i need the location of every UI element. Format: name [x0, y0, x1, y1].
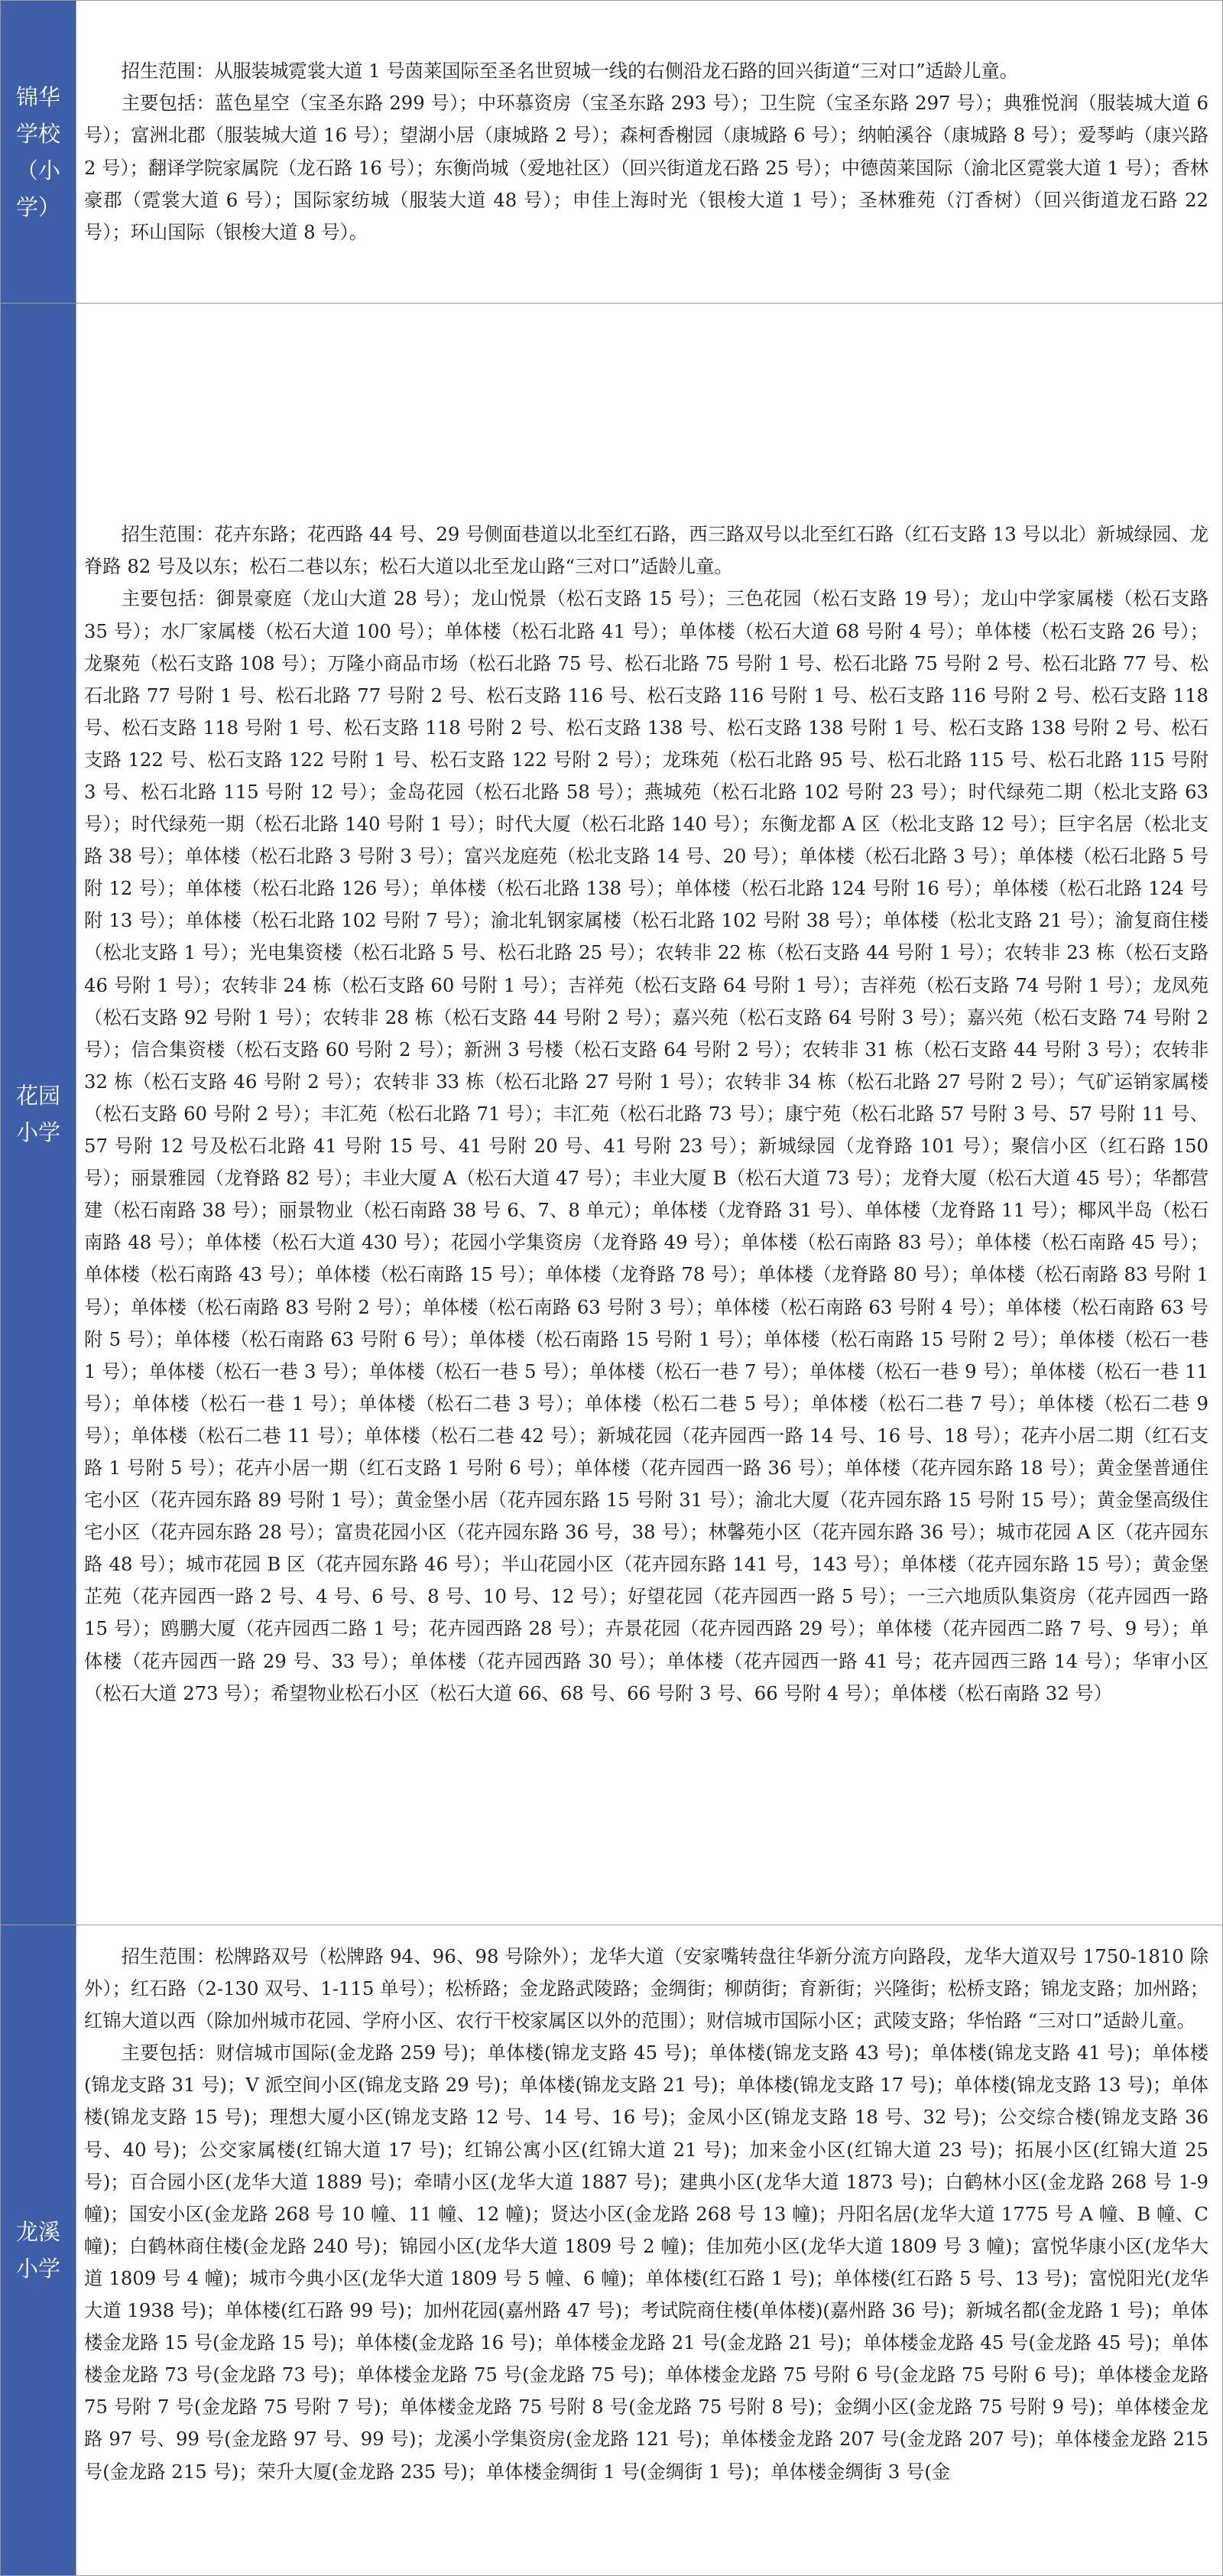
school-name-cell: 锦华学校（小学） — [1, 1, 76, 304]
table-row — [1, 1, 1223, 304]
enrollment-range: 招生范围：花卉东路；花西路 44 号、29 号侧面巷道以北至红石路，西三路双号以北至红石路（红石支路 13 号以北）新城绿园、龙脊路 82 号及以东；松石二巷以东；松石大道以北至龙山路“三对口”适龄儿童。 — [84, 523, 1208, 578]
included-communities: 主要包括：御景豪庭（龙山大道 28 号）；龙山悦景（松石支路 15 号）；三色花园（松石支路 19 号）；龙山中学家属楼（松石支路 35 号）；水厂家属楼（松石大道 100 号）；单体楼（松石北路 41 号）；单体楼（松石大道 68 号附 4 号）；单体楼（松石支路 26 号）；龙聚苑（松石支路 108 号）；万隆小商品市场（松石北路 75 号、松石北路 75 号附 1 号、松石北路 75 号附 2 号、松石北路 77 号、松石北路 77 号附 1 号、松石北路 77 号附 2 号、松石支路 116 号、松石支路 116 号附 1 号、松石支路 116 号附 2 号、松石支路 118 号、松石支路 118 号附 1 号、松石支路 118 号附 2 号、松石支路 138 号、松石支路 138 号附 1 号、松石支路 138 号附 2 号、松石支路 122 号、松石支路 122 号附 1 号、松石支路 122 号附 2 号）；龙珠苑（松石北路 95 号、松石北路 115 号、松石北路 115 号附 3 号、松石北路 115 号附 12 号）；金岛花园（松石北路 58 号）；燕城苑（松石北路 102 号附 23 号）；时代绿苑二期（松北支路 63 号）；时代绿苑一期（松石北路 140 号附 1 号）；时代大厦（松石北路 140 号）；东衡龙都 A 区（松北支路 12 号）；巨宇名居（松北支路 38 号）；单体楼（松石北路 3 号附 3 号）；富兴龙庭苑（松北支路 14 号、20 号）；单体楼（松石北路 3 号）；单体楼（松石北路 5 号附 12 号）；单体楼（松石北路 126 号）；单体楼（松石北路 138 号）；单体楼（松石北路 124 号附 16 号）；单体楼（松石北路 124 号附 13 号）；单体楼（松石北路 102 号附 7 号）；渝北轧钢家属楼（松石北路 102 号附 38 号）；单体楼（松北支路 21 号）；渝复商住楼（松北支路 1 号）；光电集资楼（松石北路 5 号、松石北路 25 号）；农转非 22 栋（松石支路 44 号附 1 号）；农转非 23 栋（松石支路 46 号附 1 号）；农转非 24 栋（松石支路 60 号附 1 号）；吉祥苑（松石支路 64 号附 1 号）；吉祥苑（松石支路 74 号附 1 号）；龙凤苑（松石支路 92 号附 1 号）；农转非 28 栋（松石支路 44 号附 2 号）；嘉兴苑（松石支路 64 号附 3 号）；嘉兴苑（松石支路 74 号附 2 号）；信合集资楼（松石支路 60 号附 2 号）；新洲 3 号楼（松石支路 64 号附 2 号）；农转非 31 栋（松石支路 44 号附 3 号）；农转非 32 栋（松石支路 46 号附 2 号）；农转非 33 栋（松石北路 27 号附 1 号）；农转非 34 栋（松石北路 27 号附 2 号）；气矿运销家属楼（松石支路 60 号附 2 号）；丰汇苑（松石北路 71 号）；丰汇苑（松石北路 73 号）；康宁苑（松石北路 57 号附 3 号、57 号附 11 号、57 号附 12 号及松石北路 41 号附 15 号、41 号附 20 号、41 号附 23 号）；新城绿园（龙脊路 101 号）；聚信小区（红石路 150 号）；丽景雅园（龙脊路 82 号）；丰业大厦 A（松石大道 47 号）；丰业大厦 B（松石大道 73 号）；龙脊大厦（松石大道 45 号）；华都营建（松石南路 38 号）；丽景物业（松石南路 38 号 6、7、8 单元）；单体楼（龙脊路 31 号）、单体楼（龙脊路 11 号）；椰风半岛（松石南路 48 号）；单体楼（松石大道 430 号）；花园小学集资房（龙脊路 49 号）；单体楼（松石南路 83 号）；单体楼（松石南路 45 号）；单体楼（松石南路 43 号）；单体楼（松石南路 15 号）；单体楼（龙脊路 78 号）；单体楼（龙脊路 80 号）；单体楼（松石南路 83 号附 1 号）；单体楼（松石南路 83 号附 2 号）；单体楼（松石南路 63 号附 3 号）；单体楼（松石南路 63 号附 4 号）；单体楼（松石南路 63 号附 5 号）；单体楼（松石南路 63 号附 6 号）；单体楼（松石南路 15 号附 1 号）；单体楼（松石南路 15 号附 2 号）；单体楼（松石一巷 1 号）；单体楼（松石一巷 3 号）；单体楼（松石一巷 5 号）；单体楼（松石一巷 7 号）；单体楼（松石一巷 9 号）；单体楼（松石一巷 11 号）；单体楼（松石一巷 1 号）；单体楼（松石二巷 3 号）；单体楼（松石二巷 5 号）；单体楼（松石二巷 7 号）；单体楼（松石二巷 9 号）；单体楼（松石二巷 11 号）；单体楼（松石二巷 42 号）；新城花园（花卉园西一路 14 号、16 号、18 号）；花卉小居二期（红石支路 1 号附 5 号）；花卉小居一期（红石支路 1 号附 6 号）；单体楼（花卉园西一路 36 号）；单体楼（花卉园东路 18 号）；黄金堡普通住宅小区（花卉园东路 89 号附 1 号）；黄金堡小居（花卉园东路 15 号附 31 号）；渝北大厦（花卉园东路 15 号附 15 号）；黄金堡高级住宅小区（花卉园东路 28 号）；富贵花园小区（花卉园东路 36 号，38 号）；林馨苑小区（花卉园东路 36 号）；城市花园 A 区（花卉园东路 48 号）；城市花园 B 区（花卉园东路 46 号）；半山花园小区（花卉园东路 141 号，143 号）；单体楼（花卉园东路 15 号）；黄金堡芷苑（花卉园西一路 2 号、4 号、6 号、8 号、10 号、12 号）；好望花园（花卉园西一路 5 号）；一三六地质队集资房（花卉园西一路 15 号）；鸥鹏大厦（花卉园西二路 1 号；花卉园西路 28 号）；卉景花园（花卉园西路 29 号）；单体楼（花卉园西二路 7 号、9 号）；单体楼（花卉园西一路 29 号、33 号）；单体楼（花卉园西路 30 号）；单体楼（花卉园西一路 41 号；花卉园西三路 14 号）；华审小区（松石大道 273 号）；希望物业松石小区（松石大道 66、68 号、66 号附 3 号、66 号附 4 号）；单体楼（松石南路 32 号） — [84, 587, 1208, 1704]
included-communities: 主要包括：蓝色星空（宝圣东路 299 号）；中环慕资房（宝圣东路 293 号）；卫生院（宝圣东路 297 号）；典雅悦润（服装城大道 6 号）；富洲北郡（服装城大道 16 号）；望湖小居（康城路 2 号）；森柯香榭园（康城路 6 号）；纳帕溪谷（康城路 8 号）；爱琴屿（康兴路 2 号）；翻译学院家属院（龙石路 16 号）；东衡尚城（爱地社区）（回兴街道龙石路 25 号）；中德茵莱国际（渝北区霓裳大道 1 号）；香林豪郡（霓裳大道 6 号）；国际家纺城（服装大道 48 号）；申佳上海时光（银梭大道 1 号）；圣林雅苑（汀香树）（回兴街道龙石路 22 号）；环山国际（银梭大道 8 号）。 — [84, 92, 1208, 243]
enrollment-range: 招生范围：从服装城霓裳大道 1 号茵莱国际至圣名世贸城一线的右侧沿龙石路的回兴街道“三对口”适龄儿童。 — [121, 60, 1018, 83]
school-name-cell: 花园小学 — [1, 304, 76, 1925]
school-name-cell: 龙溪小学 — [1, 1925, 76, 2576]
table-row — [1, 1925, 1223, 2576]
school-details-cell — [76, 1925, 1223, 2576]
enrollment-range: 招生范围：松牌路双号（松牌路 94、96、98 号除外）；龙华大道（安家嘴转盘往华新分流方向路段，龙华大道双号 1750-1810 除外）；红石路（2-130 双号、1-115 单号）；松桥路；金龙路武陵路；金绸街；柳荫街；育新街；兴隆街；松桥支路；锦龙支路；加州路；红锦大道以西（除加州城市花园、学府小区、农行干校家属区以外的范围）；财信城市国际小区；武陵支路；华怡路 “三对口”适龄儿童。 — [84, 1945, 1208, 2032]
included-communities: 主要包括：财信城市国际(金龙路 259 号)；单体楼(锦龙支路 45 号)；单体楼(锦龙支路 43 号)；单体楼(锦龙支路 41 号)；单体楼(锦龙支路 31 号)；V 派空间小区(锦龙支路 29 号)；单体楼(锦龙支路 21 号)；单体楼(锦龙支路 17 号)；单体楼(锦龙支路 13 号)；单体楼(锦龙支路 15 号)；理想大厦小区(锦龙支路 12 号、14 号、16 号)；金凤小区(锦龙支路 18 号、32 号)；公交综合楼(锦龙支路 36 号、40 号)；公交家属楼(红锦大道 17 号)；红锦公寓小区(红锦大道 21 号)；加来金小区(红锦大道 23 号)；拓展小区(红锦大道 25 号)；百合园小区(龙华大道 1889 号)；牵晴小区(龙华大道 1887 号)；建典小区(龙华大道 1873 号)；白鹤林小区(金龙路 268 号 1-9 幢)；国安小区(金龙路 268 号 10 幢、11 幢、12 幢)；贤达小区(金龙路 268 号 13 幢)；丹阳名居(龙华大道 1775 号 A 幢、B 幢、C 幢)；白鹤林商住楼(金龙路 240 号)；锦园小区(龙华大道 1809 号 2 幢)；佳加苑小区(龙华大道 1809 号 3 幢)；富悦华康小区(龙华大道 1809 号 4 幢)；城市今典小区(龙华大道 1809 号 5 幢、6 幢)；单体楼(红石路 1 号)；单体楼(红石路 5 号、13 号)；富悦阳光(龙华大道 1938 号)；单体楼(红石路 99 号)；加州花园(嘉州路 47 号)；考试院商住楼(单体楼)(嘉州路 36 号)；新城名都(金龙路 1 号)；单体楼金龙路 15 号(金龙路 15 号)；单体楼(金龙路 16 号)；单体楼金龙路 21 号(金龙路 21 号)；单体楼金龙路 45 号(金龙路 45 号)；单体楼金龙路 73 号(金龙路 73 号)；单体楼金龙路 75 号(金龙路 75 号)；单体楼金龙路 75 号附 6 号(金龙路 75 号附 6 号)；单体楼金龙路 75 号附 7 号(金龙路 75 号附 7 号)；单体楼金龙路 75 号附 8 号(金龙路 75 号附 8 号)；金绸小区(金龙路 75 号附 9 号)；单体楼金龙路 97 号、99 号(金龙路 97 号、99 号)；龙溪小学集资房(金龙路 121 号)；单体楼金龙路 207 号(金龙路 207 号)；单体楼金龙路 215 号(金龙路 215 号)；荣升大厦(金龙路 235 号)；单体楼金绸街 1 号(金绸街 1 号)；单体楼金绸街 3 号(金 — [84, 2042, 1208, 2483]
table-row — [1, 304, 1223, 1925]
school-details-cell — [76, 1, 1223, 304]
school-details-cell — [76, 304, 1223, 1925]
